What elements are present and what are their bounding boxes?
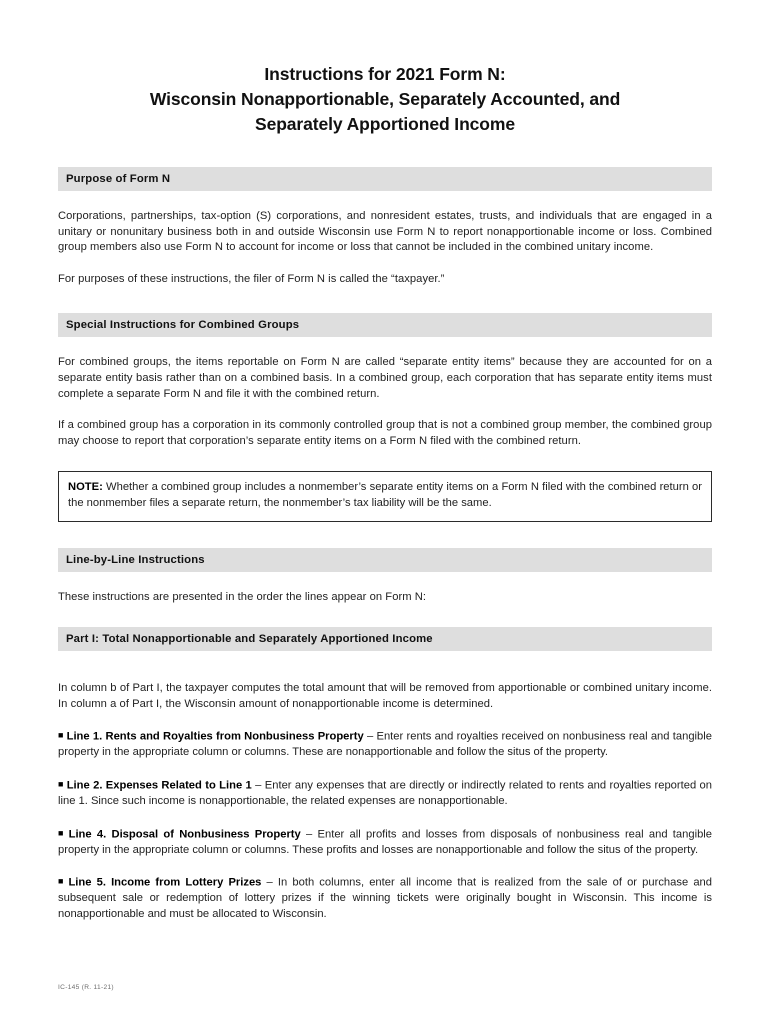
line-item-dash: – [300, 828, 318, 841]
line-item-title: Line 1. Rents and Royalties from Nonbusiness Property [66, 730, 364, 743]
spacer [58, 651, 712, 681]
line-item-body: Enter any expenses that are directly or indirectly related to rents and royalties reported on line 1. Since such income is nonapportionable, the related expenses are nonapportionable. [58, 779, 713, 808]
spacer [58, 256, 712, 272]
spacer [58, 449, 712, 471]
spacer [58, 810, 712, 826]
spacer [58, 858, 712, 874]
part-one-paragraph-1: In column b of Part I, the taxpayer computes the total amount that will be removed from apportionable or combined unitary income. In column a of Part I, the Wisconsin amount of nonapportionable income is determined. [58, 682, 712, 710]
purpose-paragraph-1: Corporations, partnerships, tax-option (S) corporations, and nonresident estates, trusts, and individuals that are engaged in a unitary or nonunitary business both in and outside Wisconsin use Form N to report nonapportionable income or loss. Combined group members also use Form N to account for income or loss that cannot be included in the combined unitary income. [58, 210, 712, 254]
square-bullet-icon: ■ [58, 730, 64, 741]
section-heading-line-by-line-instructions: Line-by-Line Instructions [58, 548, 712, 572]
spacer [58, 605, 712, 627]
title-line-1: Instructions for 2021 Form N: [264, 64, 506, 84]
line-item-dash: – [251, 779, 265, 792]
spacer [58, 337, 712, 355]
line-item-body: Enter all profits and losses from disposals of nonbusiness real and tangible property in the appropriate column or columns. These profits and losses are nonapportionable and follow the situs of the property. [58, 828, 712, 856]
spacer [58, 287, 712, 313]
line-item-title: Line 2. Expenses Related to Line 1 [66, 779, 252, 792]
line-item [58, 777, 712, 810]
title-line-2: Wisconsin Nonapportionable, Separately Accounted, and [149, 89, 621, 109]
purpose-paragraph-2: For purposes of these instructions, the filer of Form N is called the “taxpayer.” [58, 272, 445, 285]
square-bullet-icon: ■ [58, 876, 66, 887]
section-heading-special-instructions: Special Instructions for Combined Groups [58, 313, 712, 337]
page-title [58, 0, 712, 137]
line-item [58, 874, 712, 922]
spacer [58, 572, 712, 590]
footer-form-code: IC-145 (R. 11-21) [58, 984, 114, 991]
line-item-title: Line 5. Income from Lottery Prizes [68, 876, 262, 889]
note-text [68, 480, 702, 511]
note-callout-box [58, 471, 712, 521]
spacer [58, 137, 712, 167]
note-body: Whether a combined group includes a nonmember’s separate entity items on a Form N filed with the combined return or the nonmember files a separate return, the nonmember’s tax liability will be the same. [68, 481, 702, 509]
section-heading-part-one: Part I: Total Nonapportionable and Separately Apportioned Income [58, 627, 712, 651]
spacer [58, 712, 712, 728]
line-item [58, 826, 712, 859]
section-heading-purpose-of-form-n: Purpose of Form N [58, 167, 712, 191]
line-item-title: Line 4. Disposal of Nonbusiness Property [68, 828, 301, 841]
square-bullet-icon: ■ [58, 827, 66, 838]
title-line-3: Separately Apportioned Income [255, 114, 515, 134]
spacer [58, 761, 712, 777]
line-by-line-paragraph-1: These instructions are presented in the order the lines appear on Form N: [58, 590, 427, 603]
spacer [58, 191, 712, 209]
line-item-dash: – [261, 876, 278, 889]
line-item-body: Enter rents and royalties received on nonbusiness real and tangible property in the appropriate column or columns. These are nonapportionable and follow the situs of the property. [58, 730, 712, 759]
line-item-dash: – [363, 730, 377, 743]
note-label: NOTE: [68, 481, 103, 494]
square-bullet-icon: ■ [58, 779, 64, 789]
spacer [58, 402, 712, 418]
special-instructions-paragraph-2: If a combined group has a corporation in its commonly controlled group that is not a combined group member, the combined group may choose to report that corporation’s separate entity items on a Form N filed with the combined return. [58, 419, 712, 447]
special-instructions-paragraph-1: For combined groups, the items reportable on Form N are called “separate entity items” because they are accounted for on a separate entity basis rather than on a combined basis. In a combined group, each corporation that has separate entity items must complete a separate Form N and file it with the combined return. [58, 356, 712, 400]
line-item-body: In both columns, enter all income that is realized from the sale of or purchase and subsequent sale or redemption of lottery prizes if the winning tickets were originally bought in Wisconsin. This income is nonapportionable and must be allocated to Wisconsin. [58, 876, 712, 921]
spacer [58, 522, 712, 548]
line-item [58, 728, 712, 761]
